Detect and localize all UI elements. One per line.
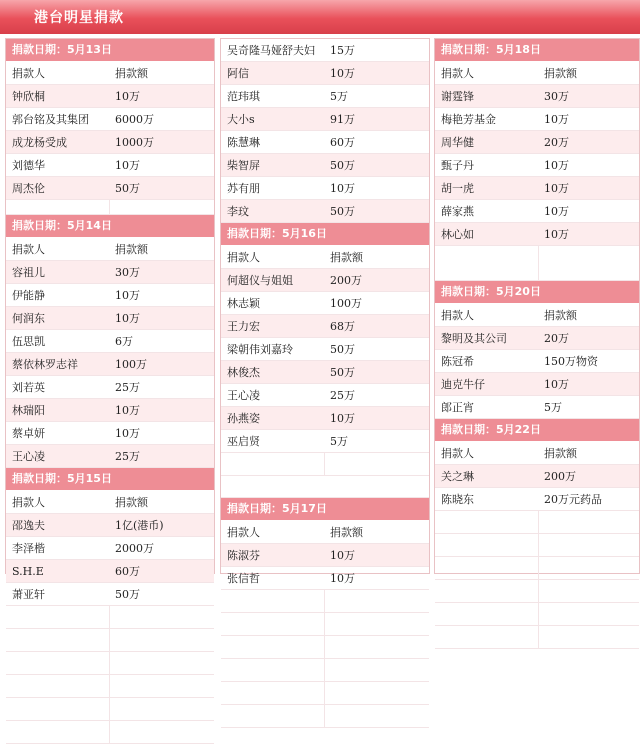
empty-row: [6, 698, 214, 721]
donor-name: 邵逸夫: [12, 519, 45, 532]
donor-name: 陈晓东: [441, 493, 474, 506]
donor-name: 谢霆锋: [441, 90, 474, 103]
donation-amount: 捐款额: [115, 496, 148, 509]
donation-amount: 20万: [544, 136, 569, 149]
donor-name: 周杰伦: [12, 182, 45, 195]
date-header: 捐款日期：5月14日: [6, 215, 214, 238]
table-row: [6, 131, 214, 154]
donation-amount: 10万: [330, 572, 355, 585]
donation-amount: 25万: [115, 381, 140, 394]
donation-amount: 5万: [544, 401, 562, 414]
empty-row: [6, 606, 214, 629]
donation-amount: 10万: [544, 182, 569, 195]
donation-amount: 捐款额: [115, 67, 148, 80]
donor-name: 林俊杰: [227, 366, 260, 379]
table-row: [6, 514, 214, 537]
donation-amount: 30万: [544, 90, 569, 103]
donor-name: 梅艳芳基金: [441, 113, 496, 126]
table-row: [435, 108, 639, 131]
date-header: 捐款日期：5月15日: [6, 468, 214, 491]
donation-column-3: [434, 38, 640, 574]
donor-name: 王心凌: [12, 450, 45, 463]
donor-name: 郭台铭及其集团: [12, 113, 89, 126]
empty-row: [221, 453, 429, 476]
donation-amount: 15万: [330, 44, 355, 57]
donor-name: 苏有朋: [227, 182, 260, 195]
donation-amount: 1000万: [115, 136, 154, 149]
table-row: [221, 39, 429, 62]
page-title: 港台明星捐款: [34, 10, 124, 26]
donation-amount: 10万: [115, 90, 140, 103]
table-row: [6, 261, 214, 284]
empty-row: [435, 511, 639, 534]
donor-name: 阿信: [227, 67, 249, 80]
empty-row: [221, 705, 429, 728]
donation-amount: 10万: [544, 159, 569, 172]
empty-row: [435, 626, 639, 649]
donor-name: 萧亚轩: [12, 588, 45, 601]
donor-name: 捐款人: [227, 251, 260, 264]
table-row: [435, 373, 639, 396]
donation-amount: 10万: [330, 182, 355, 195]
donor-name: 蔡依林罗志祥: [12, 358, 78, 371]
donor-name: 伊能静: [12, 289, 45, 302]
table-row: [221, 544, 429, 567]
donation-amount: 50万: [115, 588, 140, 601]
donation-amount: 60万: [330, 136, 355, 149]
donor-name: S.H.E: [12, 565, 44, 578]
donor-name: 吴奇隆马娅舒夫妇: [227, 44, 315, 57]
donation-amount: 25万: [330, 389, 355, 402]
donor-name: 捐款人: [12, 243, 45, 256]
donation-amount: 10万: [544, 378, 569, 391]
donor-name: 巫启贤: [227, 435, 260, 448]
donation-amount: 68万: [330, 320, 355, 333]
table-row: [435, 223, 639, 246]
donor-name: 林瑞阳: [12, 404, 45, 417]
donation-amount: 10万: [544, 205, 569, 218]
donor-name: 何超仪与姐姐: [227, 274, 293, 287]
table-row: [435, 200, 639, 223]
date-header: 捐款日期：5月16日: [221, 223, 429, 246]
donation-amount: 60万: [115, 565, 140, 578]
donor-name: 捐款人: [441, 67, 474, 80]
table-row: [221, 361, 429, 384]
table-row: [435, 465, 639, 488]
table-row: [6, 422, 214, 445]
table-row: [221, 62, 429, 85]
donor-name: 林志颖: [227, 297, 260, 310]
empty-row: [435, 246, 639, 281]
table-header-row: [435, 62, 639, 85]
donor-name: 柴智屏: [227, 159, 260, 172]
donation-amount: 10万: [115, 404, 140, 417]
donation-amount: 10万: [115, 289, 140, 302]
table-header-row: [435, 442, 639, 465]
empty-row: [435, 534, 639, 557]
table-row: [221, 177, 429, 200]
table-row: [435, 327, 639, 350]
donation-amount: 50万: [330, 366, 355, 379]
donation-amount: 6万: [115, 335, 133, 348]
page-header: [0, 0, 640, 34]
table-row: [435, 131, 639, 154]
date-header: 捐款日期：5月22日: [435, 419, 639, 442]
donation-amount: 50万: [115, 182, 140, 195]
table-header-row: [6, 238, 214, 261]
donation-column-1: [5, 38, 215, 601]
table-row: [435, 85, 639, 108]
donor-name: 林心如: [441, 228, 474, 241]
table-row: [6, 85, 214, 108]
table-row: [221, 292, 429, 315]
donation-amount: 50万: [330, 205, 355, 218]
donor-name: 刘若英: [12, 381, 45, 394]
empty-row: [221, 636, 429, 659]
table-row: [6, 399, 214, 422]
donor-name: 何润东: [12, 312, 45, 325]
donation-amount: 10万: [330, 412, 355, 425]
donation-amount: 10万: [115, 312, 140, 325]
donation-amount: 100万: [115, 358, 147, 371]
donor-name: 伍思凯: [12, 335, 45, 348]
table-header-row: [6, 491, 214, 514]
table-row: [6, 108, 214, 131]
empty-row: [221, 682, 429, 705]
donation-amount: 10万: [330, 549, 355, 562]
donation-amount: 20万: [544, 332, 569, 345]
empty-row: [221, 590, 429, 613]
table-row: [6, 560, 214, 583]
donor-name: 周华健: [441, 136, 474, 149]
donor-name: 甄子丹: [441, 159, 474, 172]
table-row: [6, 583, 214, 606]
donation-amount: 91万: [330, 113, 355, 126]
donor-name: 迪克牛仔: [441, 378, 485, 391]
table-row: [6, 307, 214, 330]
donor-name: 钟欣桐: [12, 90, 45, 103]
date-header: 捐款日期：5月18日: [435, 39, 639, 62]
empty-row: [221, 613, 429, 636]
donation-column-2: [220, 38, 430, 585]
donation-amount: 2000万: [115, 542, 154, 555]
donation-amount: 100万: [330, 297, 362, 310]
empty-row: [221, 659, 429, 682]
table-header-row: [6, 62, 214, 85]
donation-amount: 10万: [544, 113, 569, 126]
table-header-row: [221, 246, 429, 269]
table-row: [6, 376, 214, 399]
donor-name: 王力宏: [227, 320, 260, 333]
donation-amount: 捐款额: [115, 243, 148, 256]
date-header: 捐款日期：5月13日: [6, 39, 214, 62]
donor-name: 捐款人: [441, 447, 474, 460]
table-header-row: [221, 521, 429, 544]
table-row: [6, 284, 214, 307]
table-header-row: [435, 304, 639, 327]
donor-name: 陈冠希: [441, 355, 474, 368]
donor-name: 王心凌: [227, 389, 260, 402]
donation-amount: 捐款额: [544, 67, 577, 80]
table-row: [435, 396, 639, 419]
empty-row: [6, 652, 214, 675]
donor-name: 张信哲: [227, 572, 260, 585]
date-header: 捐款日期：5月20日: [435, 281, 639, 304]
donor-name: 黎明及其公司: [441, 332, 507, 345]
donation-amount: 捐款额: [330, 526, 363, 539]
table-row: [435, 154, 639, 177]
donor-name: 刘德华: [12, 159, 45, 172]
table-row: [221, 315, 429, 338]
donation-amount: 30万: [115, 266, 140, 279]
table-row: [6, 445, 214, 468]
donor-name: 孙燕姿: [227, 412, 260, 425]
donor-name: 捐款人: [441, 309, 474, 322]
donation-amount: 捐款额: [544, 309, 577, 322]
table-row: [6, 177, 214, 200]
donor-name: 薛家燕: [441, 205, 474, 218]
table-row: [435, 488, 639, 511]
empty-row: [6, 721, 214, 744]
table-row: [221, 154, 429, 177]
donor-name: 捐款人: [12, 67, 45, 80]
donor-name: 胡一虎: [441, 182, 474, 195]
table-row: [221, 131, 429, 154]
donation-amount: 5万: [330, 435, 348, 448]
donation-amount: 50万: [330, 159, 355, 172]
empty-row: [435, 603, 639, 626]
table-row: [221, 338, 429, 361]
donation-amount: 20万元药品: [544, 493, 602, 506]
table-row: [221, 108, 429, 131]
donor-name: 蔡卓妍: [12, 427, 45, 440]
donation-amount: 10万: [330, 67, 355, 80]
table-row: [435, 177, 639, 200]
donor-name: 郎正宵: [441, 401, 474, 414]
table-row: [221, 200, 429, 223]
empty-row: [6, 675, 214, 698]
donation-amount: 50万: [330, 343, 355, 356]
table-row: [221, 407, 429, 430]
empty-row: [435, 557, 639, 580]
donor-name: 关之琳: [441, 470, 474, 483]
table-row: [221, 384, 429, 407]
table-row: [6, 330, 214, 353]
empty-row: [6, 629, 214, 652]
donation-amount: 200万: [544, 470, 576, 483]
donor-name: 李泽楷: [12, 542, 45, 555]
donor-name: 陈慧琳: [227, 136, 260, 149]
donation-amount: 捐款额: [544, 447, 577, 460]
donor-name: 梁朝伟刘嘉玲: [227, 343, 293, 356]
donation-amount: 6000万: [115, 113, 154, 126]
donation-amount: 5万: [330, 90, 348, 103]
donor-name: 李玟: [227, 205, 249, 218]
table-row: [221, 269, 429, 292]
donation-amount: 10万: [544, 228, 569, 241]
donor-name: 范玮琪: [227, 90, 260, 103]
donation-amount: 200万: [330, 274, 362, 287]
donation-amount: 1亿(港币): [115, 519, 164, 532]
donation-amount: 捐款额: [330, 251, 363, 264]
table-row: [435, 350, 639, 373]
donor-name: 成龙杨受成: [12, 136, 67, 149]
donor-name: 陈淑芬: [227, 549, 260, 562]
donor-name: 容祖儿: [12, 266, 45, 279]
donation-amount: 10万: [115, 427, 140, 440]
donor-name: 大小s: [227, 113, 255, 126]
table-row: [6, 353, 214, 376]
donor-name: 捐款人: [12, 496, 45, 509]
table-row: [221, 85, 429, 108]
date-header: 捐款日期：5月17日: [221, 498, 429, 521]
empty-row: [6, 200, 214, 215]
donation-amount: 25万: [115, 450, 140, 463]
table-row: [221, 567, 429, 590]
empty-row: [435, 580, 639, 603]
table-row: [6, 537, 214, 560]
table-row: [221, 430, 429, 453]
donation-amount: 150万物资: [544, 355, 598, 368]
donation-amount: 10万: [115, 159, 140, 172]
table-row: [6, 154, 214, 177]
donor-name: 捐款人: [227, 526, 260, 539]
